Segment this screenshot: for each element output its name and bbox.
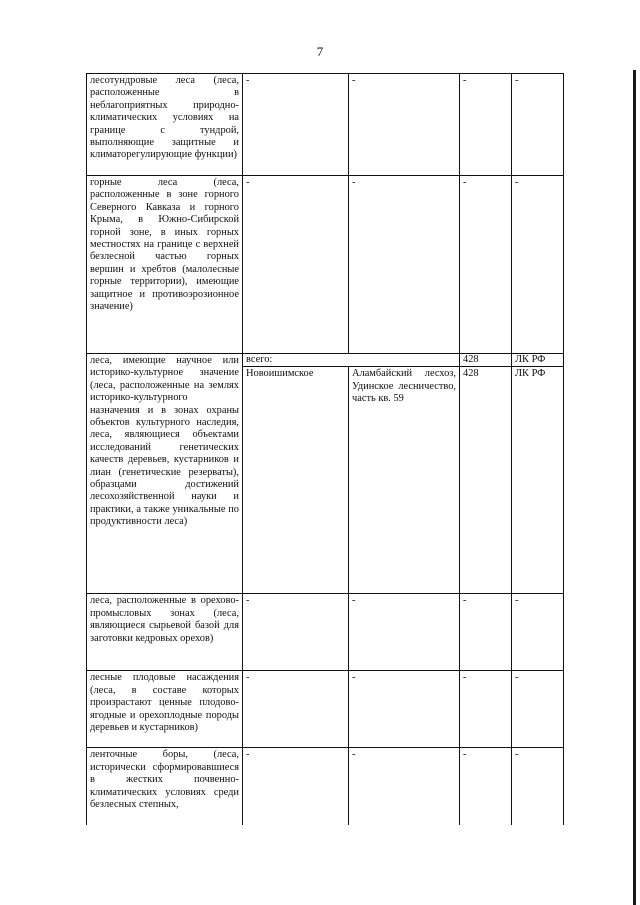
table-row — [87, 594, 564, 671]
forest-category-cell: лесотундровые леса (леса, расположенные в неблагоприятных природно-климатических условиях на границе с тундрой, выполняющие защитные и климаторегулирующие функции) — [87, 74, 243, 176]
municipality-cell: - — [243, 671, 349, 748]
forest-category-cell: леса, имеющие научное или историко-культурное значение (леса, расположенные на землях историко-культурного назначения и в зонах охраны объектов культурного наследия, леса, являющиеся объектами исследований генетических качеств деревьев, кустарников и лиан (генетические резерваты), образцами достижений лесохозяйственной науки и практики, а также уникальные по продуктивности леса) — [87, 354, 243, 594]
page-number: 7 — [316, 44, 324, 59]
table-row — [87, 176, 564, 354]
table-row — [87, 748, 564, 825]
location-cell: - — [349, 74, 460, 176]
legal-basis-cell: - — [512, 748, 564, 825]
municipality-cell: - — [243, 594, 349, 671]
area-cell: - — [460, 594, 512, 671]
municipality-cell: Новоишимское — [243, 367, 349, 594]
forest-category-cell: леса, расположенные в орехово-промысловых зонах (леса, являющиеся сырьевой базой для заготовки кедровых орехов) — [87, 594, 243, 671]
municipality-cell: - — [243, 748, 349, 825]
table-row — [87, 74, 564, 176]
area-cell: - — [460, 671, 512, 748]
area-cell: 428 — [460, 367, 512, 594]
table-row — [87, 671, 564, 748]
table-row-total — [87, 354, 564, 367]
area-cell: - — [460, 748, 512, 825]
scan-edge-line — [633, 70, 636, 905]
legal-basis-cell: - — [512, 176, 564, 354]
legal-basis-cell: - — [512, 594, 564, 671]
location-cell: - — [349, 748, 460, 825]
municipality-cell: - — [243, 176, 349, 354]
location-cell: - — [349, 671, 460, 748]
forest-category-cell: горные леса (леса, расположенные в зоне горного Северного Кавказа и горного Крыма, в Южно-Сибирской горной зоне, в иных горных местностях на границе с верхней безлесной частью горных вершин и хребтов (малолесные горные территории), имеющие защитное и противоэрозионное значение) — [87, 176, 243, 354]
total-legal-basis-cell: ЛК РФ — [512, 354, 564, 367]
total-label-cell: всего: — [243, 354, 460, 367]
area-cell: - — [460, 74, 512, 176]
area-cell: - — [460, 176, 512, 354]
location-cell: - — [349, 176, 460, 354]
forest-category-cell: лесные плодовые насаждения (леса, в составе которых произрастают ценные плодово-ягодные и орехоплодные породы деревьев и кустарников) — [87, 671, 243, 748]
municipality-cell: - — [243, 74, 349, 176]
forest-category-cell: ленточные боры, (леса, исторически сформировавшиеся в жестких почвенно-климатических условиях среди безлесных степных, — [87, 748, 243, 825]
legal-basis-cell: - — [512, 74, 564, 176]
legal-basis-cell: - — [512, 671, 564, 748]
total-area-cell: 428 — [460, 354, 512, 367]
location-cell: - — [349, 594, 460, 671]
legal-basis-cell: ЛК РФ — [512, 367, 564, 594]
location-cell: Аламбайский лесхоз, Удинское лесничество, часть кв. 59 — [349, 367, 460, 594]
protective-forests-table — [86, 73, 564, 825]
